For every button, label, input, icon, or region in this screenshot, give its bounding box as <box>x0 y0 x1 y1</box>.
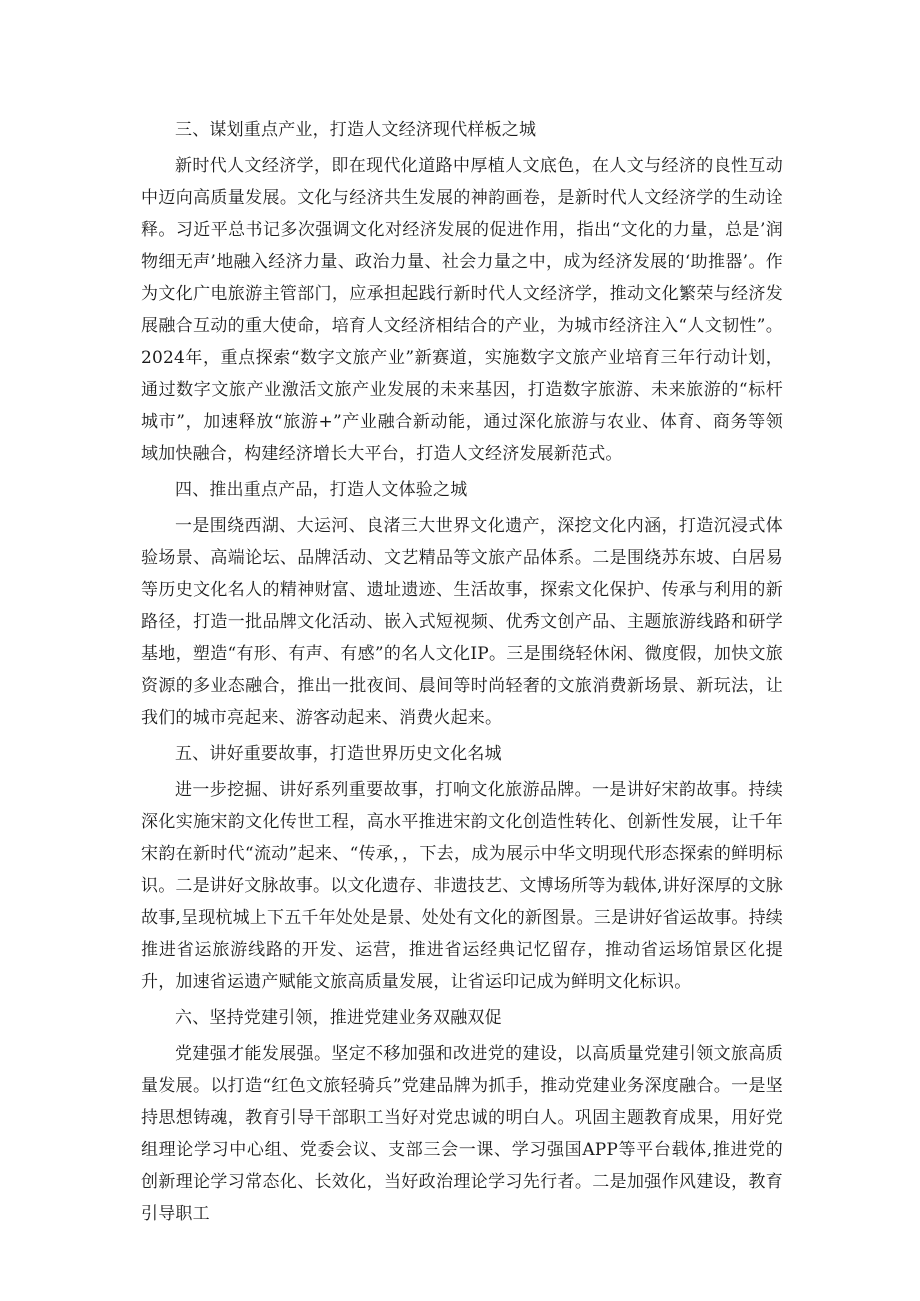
section-heading-4: 四、推出重点产品，打造人文体验之城 <box>175 480 468 500</box>
section-heading-3: 三、谋划重点产业，打造人文经济现代样板之城 <box>175 120 537 140</box>
section-paragraph-4: 一是围绕西湖、大运河、良渚三大世界文化遗产，深挖文化内涵，打造沉浸式体验场景、高端论坛、品牌活动、文艺精品等文旅产品体系。二是围绕苏东坡、白居易等历史文化名人的精神财富、遗址遗迹、生活故事，探索文化保护、传承与利用的新路径，打造一批品牌文化活动、嵌入式短视频、优秀文创产品、主题旅游线路和研学基地，塑造“有形、有声、有感”的名人文化IP。三是围绕轻休闲、微度假，加快文旅资源的多业态融合，推出一批夜间、晨间等时尚轻奢的文旅消费新场景、新玩法，让我们的城市亮起来、游客动起来、消费火起来。 <box>141 516 783 728</box>
section-paragraph-3: 新时代人文经济学，即在现代化道路中厚植人文底色，在人文与经济的良性互动中迈向高质量发展。文化与经济共生发展的神韵画卷，是新时代人文经济学的生动诠释。习近平总书记多次强调文化对经济发展的促进作用，指出“文化的力量，总是’润物细无声’地融入经济力量、政治力量、社会力量之中，成为经济发展的‘助推器’。作为文化广电旅游主管部门，应承担起践行新时代人文经济学，推动文化繁荣与经济发展融合互动的重大使命，培育人文经济相结合的产业，为城市经济注入“人文韧性”。2024年，重点探索“数字文旅产业”新赛道，实施数字文旅产业培育三年行动计划，通过数字文旅产业激活文旅产业发展的未来基因，打造数字旅游、未来旅游的“标杆城市”，加速释放“旅游+”产业融合新动能，通过深化旅游与农业、体育、商务等领域加快融合，构建经济增长大平台，打造人文经济发展新范式。 <box>141 156 783 464</box>
document-body <box>141 114 783 1234</box>
section-heading-6: 六、坚持党建引领，推进党建业务双融双促 <box>175 1008 502 1028</box>
section-paragraph-6: 党建强才能发展强。坚定不移加强和改进党的建设，以高质量党建引领文旅高质量发展。以打造“红色文旅轻骑兵”党建品牌为抓手，推动党建业务深度融合。一是坚持思想铸魂，教育引导干部职工当好对党忠诚的明白人。巩固主题教育成果，用好党组理论学习中心组、党委会议、支部三会一课、学习强国APP等平台载体,推进党的创新理论学习常态化、长效化，当好政治理论学习先行者。二是加强作风建设，教育引导职工 <box>141 1044 783 1224</box>
section-heading-5: 五、讲好重要故事，打造世界历史文化名城 <box>175 744 502 764</box>
section-paragraph-5: 进一步挖掘、讲好系列重要故事，打响文化旅游品牌。一是讲好宋韵故事。持续深化实施宋韵文化传世工程，高水平推进宋韵文化创造性转化、创新性发展，让千年宋韵在新时代“流动”起来、“传承，，下去，成为展示中华文明现代形态探索的鲜明标识。二是讲好文脉故事。以文化遗存、非遗技艺、文博场所等为载体,讲好深厚的文脉故事,呈现杭城上下五千年处处是景、处处有文化的新图景。三是讲好省运故事。持续推进省运旅游线路的开发、运营，推进省运经典记忆留存，推动省运场馆景区化提升，加速省运遗产赋能文旅高质量发展，让省运印记成为鲜明文化标识。 <box>141 780 784 992</box>
